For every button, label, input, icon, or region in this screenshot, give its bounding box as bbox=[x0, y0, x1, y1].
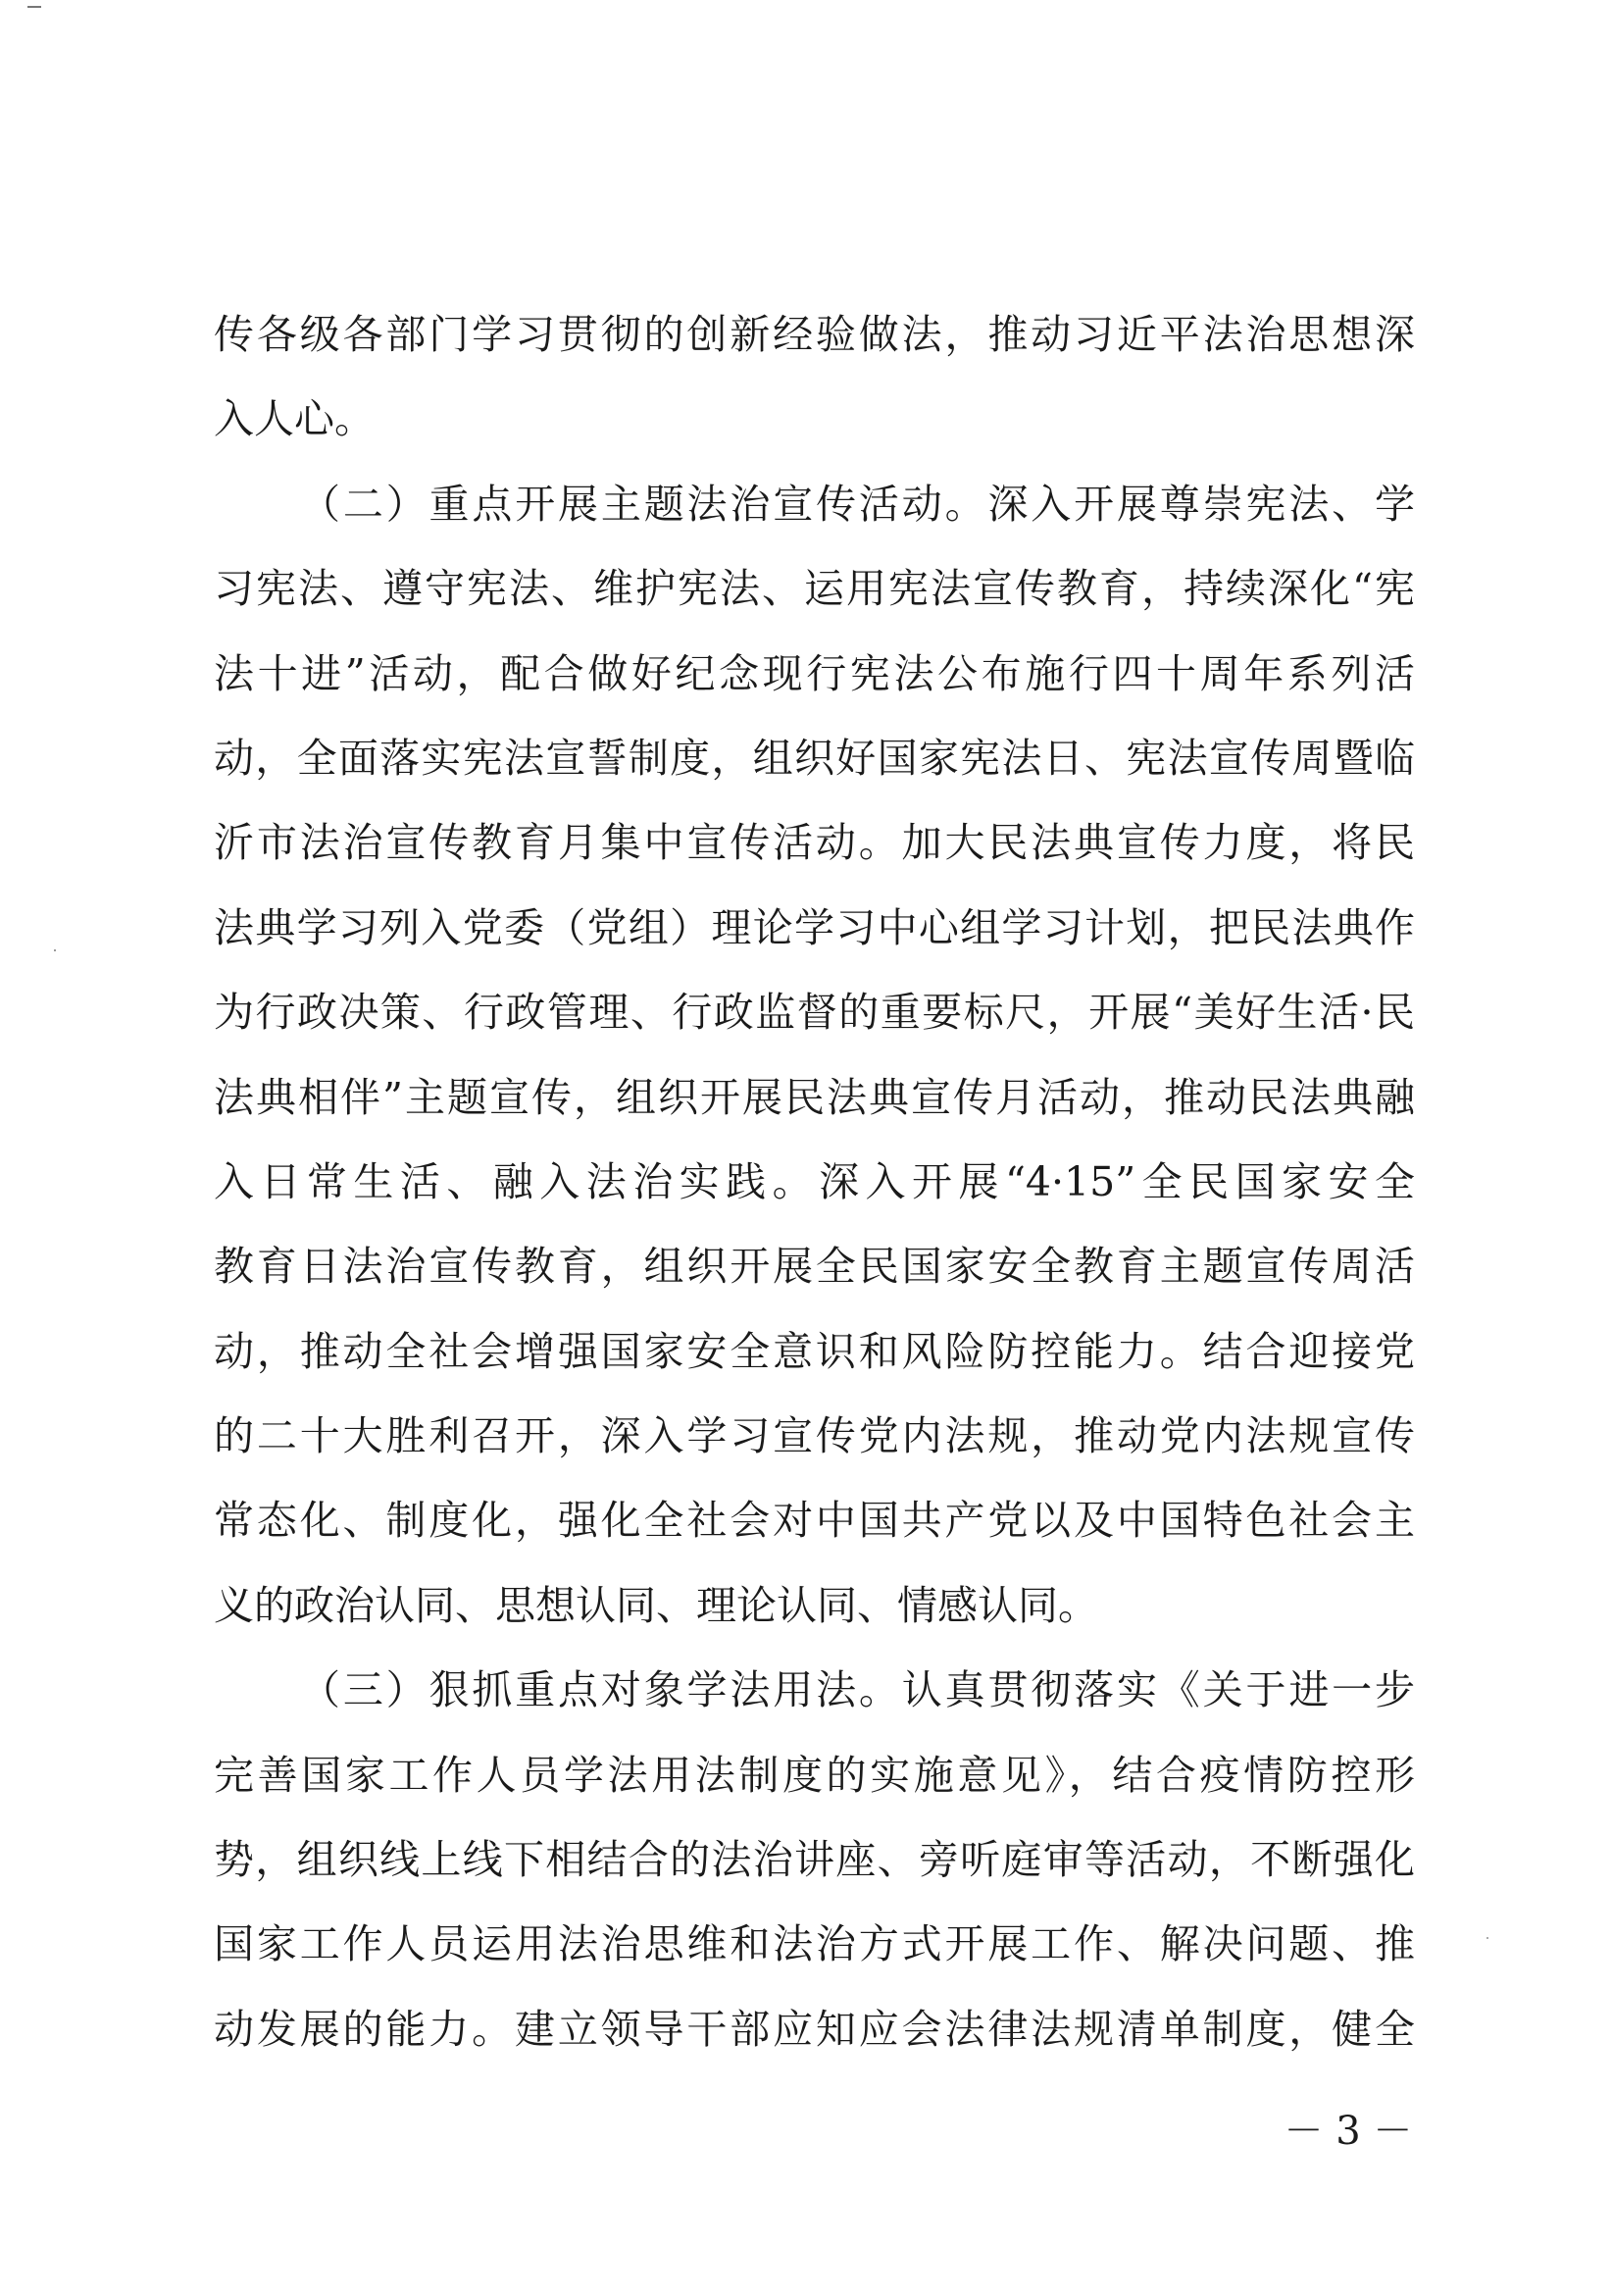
text-line: 传各级各部门学习贯彻的创新经验做法，推动习近平法治思想深 bbox=[214, 311, 1415, 358]
text-line: （三）狠抓重点对象学法用法。认真贯彻落实《关于进一步 bbox=[300, 1666, 1415, 1714]
scan-speck bbox=[54, 949, 56, 951]
text-line: 法十进”活动，配合做好纪念现行宪法公布施行四十周年系列活 bbox=[214, 649, 1415, 697]
text-line: 为行政决策、行政管理、行政监督的重要标尺，开展“美好生活·民 bbox=[214, 989, 1415, 1037]
text-line: 习宪法、遵守宪法、维护宪法、运用宪法宣传教育，持续深化“宪 bbox=[214, 565, 1415, 613]
text-line: 教育日法治宣传教育，组织开展全民国家安全教育主题宣传周活 bbox=[214, 1243, 1415, 1291]
text-line: 沂市法治宣传教育月集中宣传活动。加大民法典宣传力度，将民 bbox=[214, 819, 1415, 867]
page-number: － 3 － bbox=[1284, 2109, 1413, 2154]
text-line: 动发展的能力。建立领导干部应知应会法律法规清单制度，健全 bbox=[214, 2005, 1415, 2053]
text-line: 的二十大胜利召开，深入学习宣传党内法规，推动党内法规宣传 bbox=[214, 1412, 1415, 1460]
text-line: （二）重点开展主题法治宣传活动。深入开展尊崇宪法、学 bbox=[300, 480, 1415, 528]
body-text bbox=[214, 292, 1415, 2071]
scan-mark bbox=[27, 6, 41, 8]
text-line: 完善国家工作人员学法用法制度的实施意见》，结合疫情防控形 bbox=[214, 1751, 1415, 1799]
text-line: 法典相伴”主题宣传，组织开展民法典宣传月活动，推动民法典融 bbox=[214, 1073, 1415, 1121]
text-line: 势，组织线上线下相结合的法治讲座、旁听庭审等活动，不断强化 bbox=[214, 1836, 1415, 1884]
text-line: 法典学习列入党委（党组）理论学习中心组学习计划，把民法典作 bbox=[214, 903, 1415, 951]
text-line: 义的政治认同、思想认同、理论认同、情感认同。 bbox=[214, 1581, 1098, 1629]
text-line: 动，全面落实宪法宣誓制度，组织好国家宪法日、宪法宣传周暨临 bbox=[214, 734, 1415, 782]
text-line: 常态化、制度化，强化全社会对中国共产党以及中国特色社会主 bbox=[214, 1497, 1415, 1545]
text-line: 动，推动全社会增强国家安全意识和风险防控能力。结合迎接党 bbox=[214, 1327, 1415, 1375]
text-line: 国家工作人员运用法治思维和法治方式开展工作、解决问题、推 bbox=[214, 1920, 1415, 1968]
text-line: 入人心。 bbox=[214, 395, 375, 443]
text-line: 入日常生活、融入法治实践。深入开展“4·15”全民国家安全 bbox=[214, 1157, 1415, 1205]
scan-speck bbox=[1486, 1937, 1488, 1939]
